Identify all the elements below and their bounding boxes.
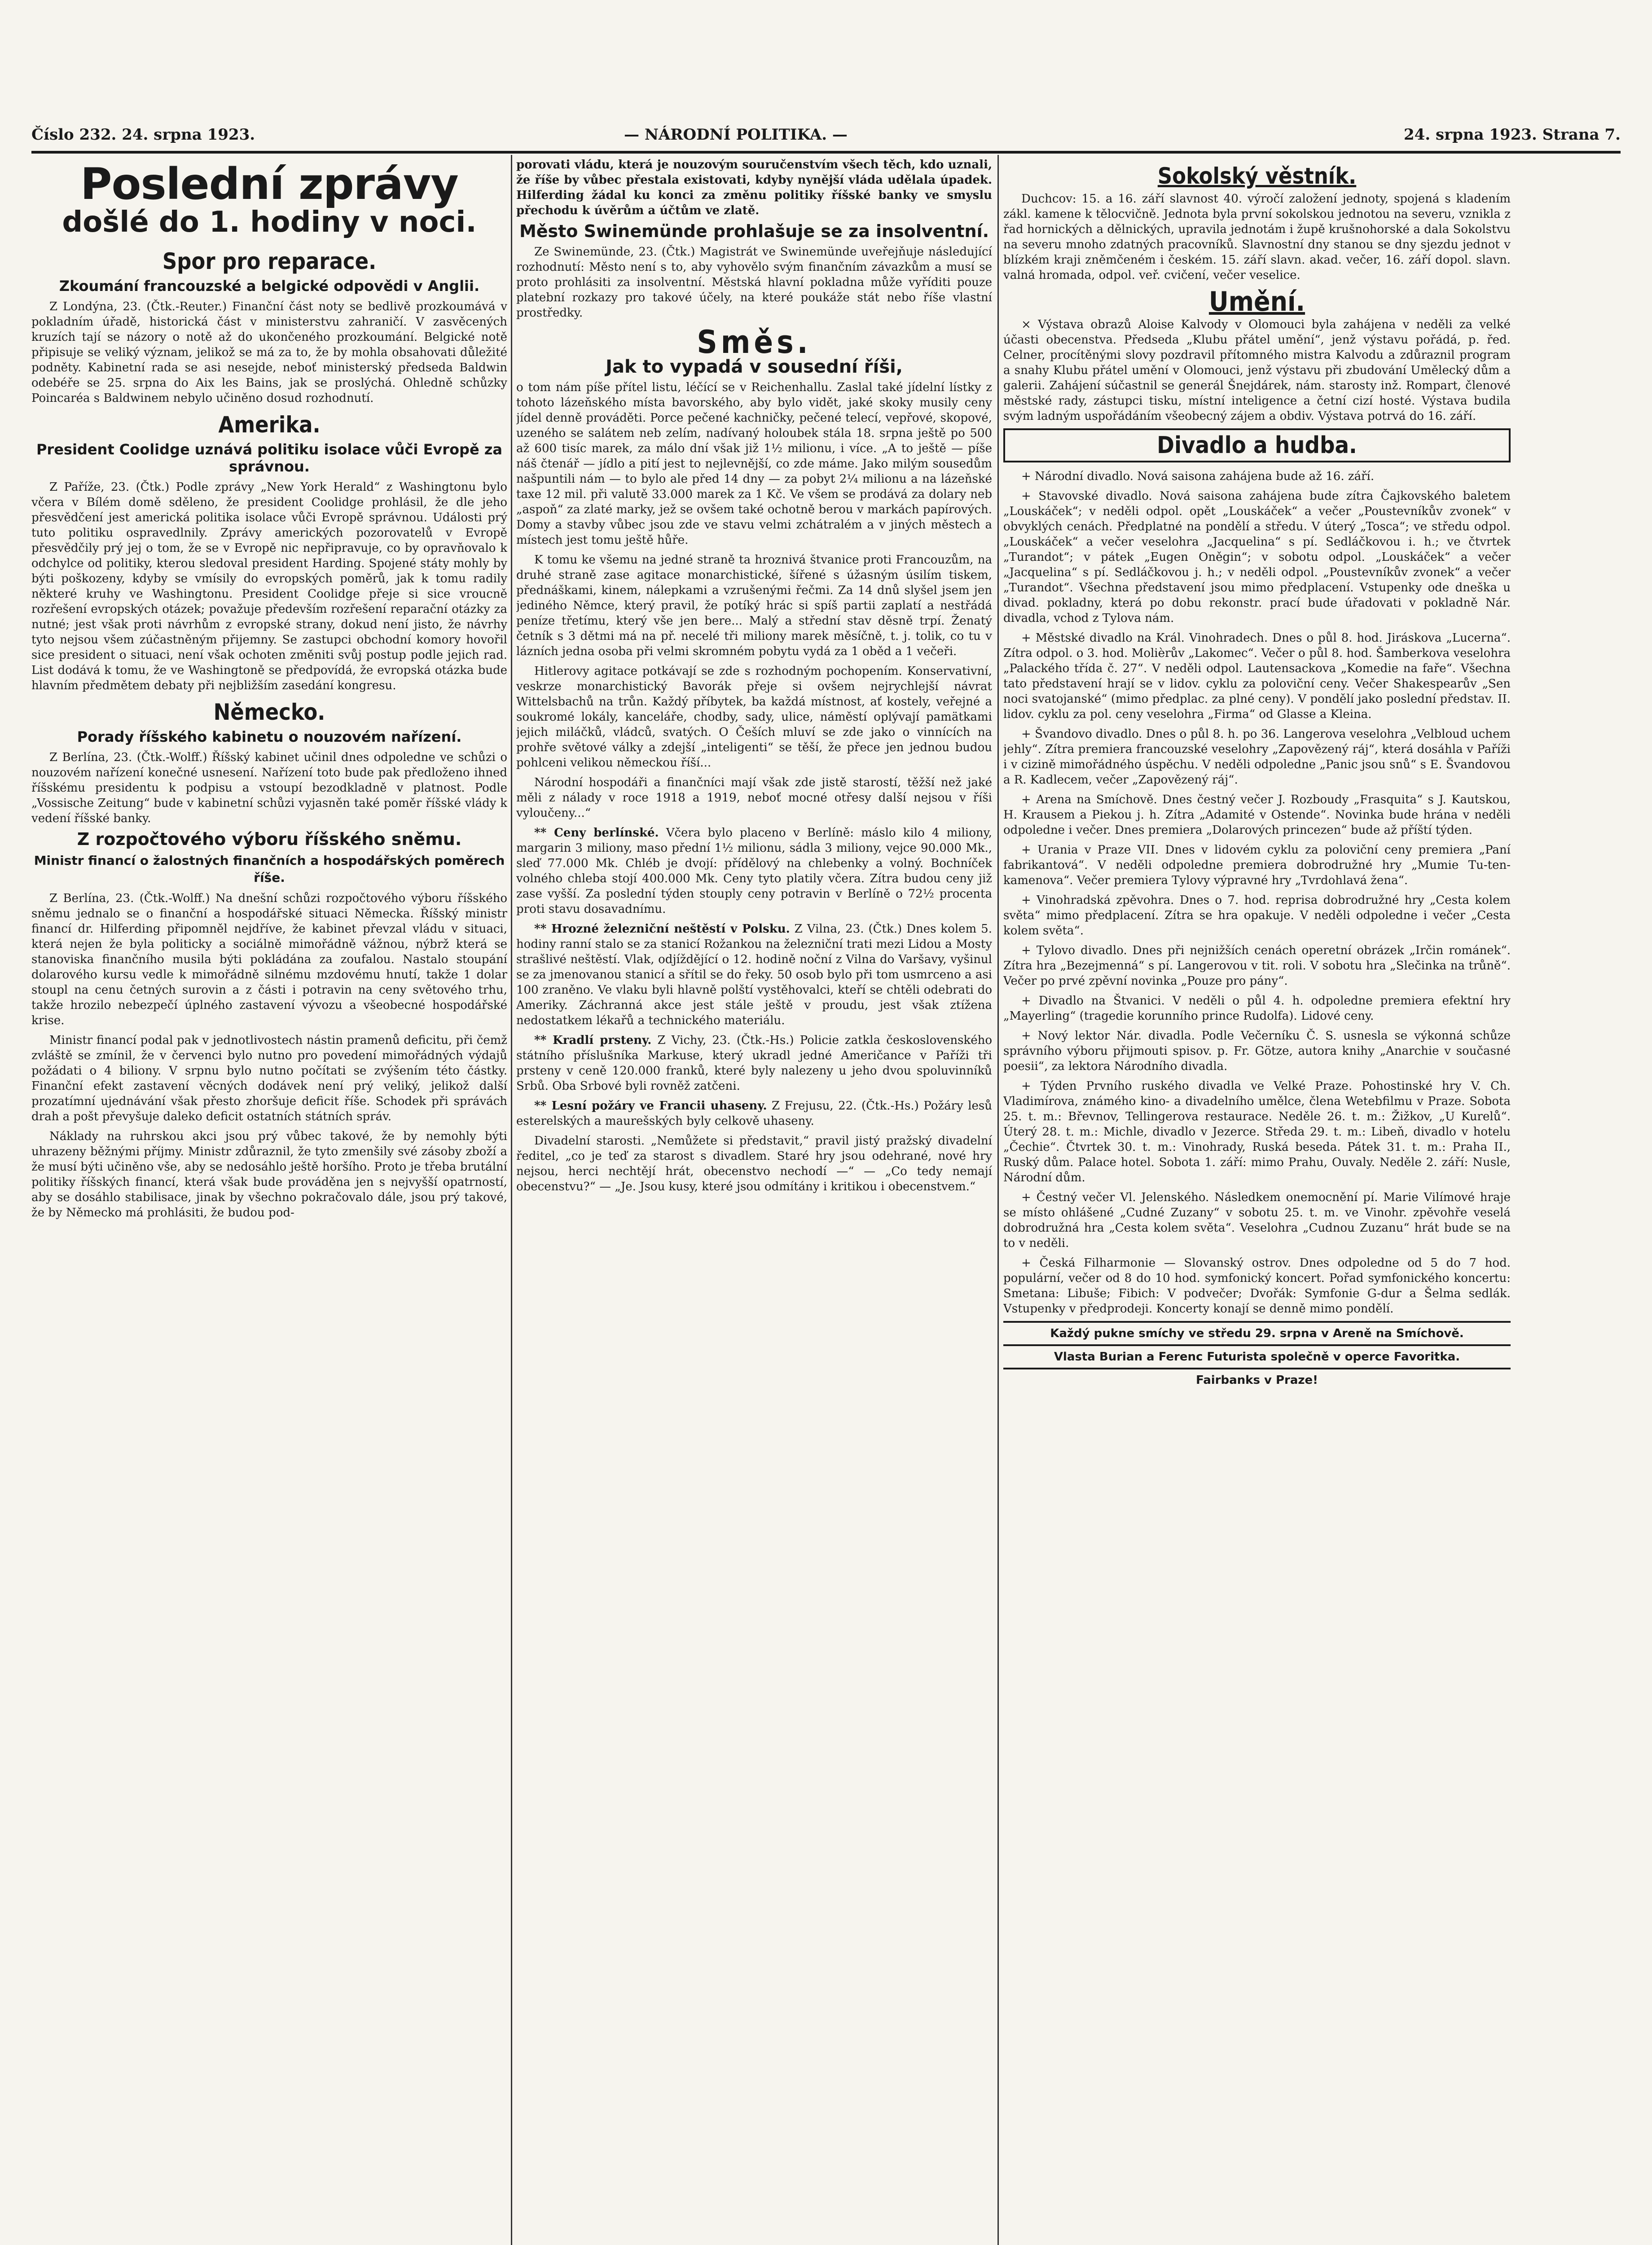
main-subheadline: došlé do 1. hodiny v noci.	[62, 206, 477, 239]
article-paragraph: Z Berlína, 23. (Čtk.-Wolff.) Říšský kabinet učinil dnes odpoledne ve schůzi o nouzovém nařízení konečné usnesení. Nařízení toto bude pak předloženo ihned říšskému presidentu k podpisu a vstoupí bezodkladně v platnost. Podle „Vossische Zeitung“ bude v kabinetní schůzi vyjasněn také poměr říšské vlády k vedení říšské banky.	[31, 751, 507, 825]
article-paragraph: K tomu ke všemu na jedné straně ta hroznivá štvanice proti Francouzům, na druhé straně zase agitace monarchistické, šířené s úžasným úsilím tiskem, přednáškami, kinem, nálepkami a vzrušenými řečmi. Za 14 dnů slyšel jsem jen jediného Němce, který pravil, že potíký hrác si spíš partii zaplatí a nestřádá peníze třetímu, který vše jen bere... Malý a střední stav děsně trpí. Ženatý četník s 3 dětmi má na př. necelé tři miliony marek měsíčně, t. j. tolik, co tu v lázních jedna osoba při velmi skromném pobytu vydá za 1 oběd a 1 večeři.	[516, 553, 992, 658]
running-header	[31, 126, 1621, 148]
article-paragraph: Z Paříže, 23. (Čtk.) Podle zprávy „New York Herald“ z Washingtonu bylo včera v Bílém domě sděleno, že president Coolidge prohlásil, že dle jeho přesvědčení jest americká politika isolace vůči Evropě správnou. Události prý tuto politiku ospravedlnily. Zprávy amerických pozorovatelů v Evropě přesvědčily prý jej o tom, že se v Evropě nic nepřipravuje, co by opravňovalo k odchylce od politiky, kterou sledoval president Harding. Spojené státy mohly by býti poškozeny, kdyby se vmísily do evropských poměrů, jak k tomu radily některé kruhy ve Washingtonu. President Coolidge přeje si sice vroucně rozřešení evropských otázek; považuje především rozřešení reparační otázky za nutné; jest však proti návrhům z evropské strany, dokud není jisto, že návrhy tyto nejsou všem zúčastněným přijemny. Se zastupci obchodní komory hovořil sice president o situaci, není však ochoten změniti svůj postup podle jejich rad. List dodává k tomu, že ve Washingtoně se předpovídá, že evropská otázka bude hlavním předmětem debaty při nejbližším zasedání kongresu.	[31, 480, 507, 692]
theatre-item: + Týden Prvního ruského divadla ve Velké Praze. Pohostinské hry V. Ch. Vladimírova, známého kino- a divadelního umělce, člena Wetebfilmu v Praze. Sobota 25. t. m.: Břevnov, Tellingerova restaurace. Neděle 26. t. m.: Žižkov, „U Kurelů“. Úterý 28. t. m.: Michle, divadlo v Jezerce. Středa 29. t. m.: Libeň, divadlo v hotelu „Čechie“. Čtvrtek 30. t. m.: Vinohrady, Ruská beseda. Pátek 31. t. m.: Praha II., Ruský dům. Palace hotel. Sobota 1. září: mimo Prahu, Ouvaly. Neděle 2. září: Nusle, Národní dům.	[1003, 1079, 1511, 1184]
section-heading: Z rozpočtového výboru říšského sněmu.	[77, 829, 462, 849]
theatre-item: + Divadlo na Štvanici. V neděli o půl 4. h. odpoledne premiera efektní hry „Mayerling“ (tragedie korunního prince Rudolfa). Lidové ceny.	[1003, 994, 1511, 1023]
article-paragraph: Z Londýna, 23. (Čtk.-Reuter.) Finanční část noty se bedlivě prozkoumává v pokladním úřadě, historická část v ministerstvu zahraničí. V zasvěcených kruzích tají se názory o notě až do ukončeného prozkoumání. Belgické notě připisuje se veliký význam, jelikož se má za to, že by mohla obsahovati důležité podněty. Kabinetní rada se asi nesejde, neboť ministerský předseda Baldwin odebéře se 25. srpna do Aix les Bains, jak se proslýchá. Ohledně schůzky Poincaréa s Baldwinem nebylo učiněno dosud rozhodnutí.	[31, 300, 507, 405]
news-item-text: Včera bylo placeno v Berlíně: máslo kilo 4 miliony, margarin 3 miliony, maso přední 1½ milionu, sádla 3 miliony, vejce 90.000 Mk., sleď 77.000 Mk. Chléb je dvojí: přídělový na chlebenky a volný. Bochníček volného chleba stojí 400.000 Mk. Ceny tyto platily včera. Zítra budou ceny již zase vyšší. Za poslední týden stouply ceny potravin v Berlíně o 72½ procenta proti stavu dosavadnímu.	[516, 826, 992, 916]
news-item	[516, 1098, 992, 1129]
news-item	[516, 1033, 992, 1094]
section-heading: Směs.	[697, 324, 812, 361]
section-subheading: President Coolidge uznává politiku isolace vůči Evropě za správnou.	[36, 441, 503, 475]
column-divider	[511, 155, 512, 2245]
theatre-item: + Stavovské divadlo. Nová saisona zahájena bude zítra Čajkovského baletem „Louskáček“; v neděli odpol. opět „Louskáček“ a večer „Poustevníkův zvonek“ v obvyklých cenách. Předplatné na pondělí a středu. V úterý „Tosca“; ve středu odpol. „Louskáček“ a večer veselohra „Jacquelina“ s pí. Sedláčkovou i. h.; ve čtvrtek „Turandot“; v pátek „Eugen Oněgin“; v sobotu odpol. „Louskáček“ a večer „Jacquelina“ s pí. Sedláčkovou j. h.; v neděli odpol. „Poustevníkův zvonek“ a večer „Turandot“. Všechna představení jsou mimo předplacení. Vstupenky ode dneška u divad. pokladny, která po dobu rekonstr. prací bude úřadovati v pokladně Nár. divadla, vchod z Tylova nám.	[1003, 489, 1511, 625]
section-heading: Divadlo a hudba.	[1003, 428, 1511, 462]
column-1	[31, 157, 507, 2245]
column-3	[1003, 157, 1511, 2245]
article-paragraph: porovati vládu, která je nouzovým souručenstvím všech těch, kdo uznali, že říše by vůbec přestala existovati, kdyby nynější vláda udělala úpadek. Hilferding žádal ku konci za změnu politiky říšské banky ve smyslu přechodu k úvěrům a účtům ve zlatě.	[516, 158, 992, 217]
section-subheading: Zkoumání francouzské a belgické odpovědi v Anglii.	[59, 277, 480, 295]
advertisement: Fairbanks v Praze!	[1003, 1368, 1511, 1387]
theatre-item: + Národní divadlo. Nová saisona zahájena bude až 16. září.	[1021, 470, 1375, 483]
main-headline: Poslední zprávy	[80, 159, 458, 209]
advertisement: Každý pukne smíchy ve středu 29. srpna v Areně na Smíchově.	[1003, 1321, 1511, 1341]
theatre-item: + Česká Filharmonie — Slovanský ostrov. Dnes odpoledne od 5 do 7 hod. populární, večer od 8 do 10 hod. symfonický koncert. Pořad symfonického koncertu: Smetana: Libuše; Fibich: V podvečer; Dvořák: Symfonie G-dur a Šelma sedlák. Vstupenky v předprodeji. Koncerty konají se denně mimo pondělí.	[1003, 1256, 1511, 1316]
section-subheading: Porady říšského kabinetu o nouzovém nařízení.	[77, 728, 462, 745]
issue-number: Číslo 232. 24. srpna 1923.	[31, 126, 255, 144]
theatre-item: + Arena na Smíchově. Dnes čestný večer J. Rozboudy „Frasquita“ s J. Kautskou, H. Krausem a Piekou j. h. Zítra „Adamité v Ostende“. Novinka bude hrána v neděli odpoledne i večer. Dnes premiera „Dolarových princezen“ bude až příští týden.	[1003, 793, 1511, 837]
news-item-text: Z Vichy, 23. (Čtk.-Hs.) Policie zatkla československého státního příslušníka Markuse, který ukradl jedné Američance v Paříži tři prsteny v ceně 120.000 franků, které byly nalezeny u jeho dvou spoluvinníků Srbů. Oba Srbové byli rovněž zatčeni.	[516, 1034, 992, 1093]
news-item-title: ** Hrozné železniční neštěstí v Polsku.	[534, 922, 790, 936]
theatre-item: + Čestný večer Vl. Jelenského. Následkem onemocnění pí. Marie Vilímové hraje se místo ohlášené „Cudné Zuzany“ v sobotu 25. t. m. ve Vinohr. zpěvohře veselá dobrodružná hra „Cesta kolem světa“. Veselohra „Cudnou Zuzanu“ hrát bude se na to v neděli.	[1003, 1191, 1511, 1250]
news-item	[516, 921, 992, 1028]
article-paragraph: Ministr financí podal pak v jednotlivostech nástin pramenů deficitu, při čemž zvláště se zmínil, že v červenci bylo nutno pro povedení mimořádných výdajů požádati o 4 biliony. V srpnu bylo nutno počítati se zvýšením této částky. Finanční efekt zastavení věcných dodávek není prý veliký, jelikož další prozatímní ujednávání však přesto zhoršuje deficit říše. Schodek při správách drah a pošt převyšuje daleko deficit ostatních státních správ.	[31, 1034, 507, 1123]
article-paragraph: Hitlerovy agitace potkávají se zde s rozhodným pochopením. Konservativní, veskrze monarchistický Bavorák přeje si ovšem nejrychlejší návrat Wittelsbachů na trůn. Každý příbytek, ba každá místnost, ať kostely, veřejné a soukromé lokály, kanceláře, chodby, sady, ulice, náměstí oplývají pamätkami jejich miláčků, vládců, svatých. O Češích mluví se zde jako o vinnících na prohře světové války a zdejší „inteligenti“ se těší, že přece jen jednou budou pohlceni velikou německou říší...	[516, 665, 992, 770]
section-heading: Německo.	[213, 699, 325, 725]
news-item-title: ** Lesní požáry ve Francii uhaseny.	[534, 1099, 767, 1113]
theatre-item: + Městské divadlo na Král. Vinohradech. Dnes o půl 8. hod. Jiráskova „Lucerna“. Zítra odpol. o 3. hod. Molièrův „Lakomec“. Večer o půl 8. hod. Šamberkova veselohra „Palackého třída č. 27“. V neděli odpol. Lautensackova „Komedie na faře“. Všechna tato představení hrají se v lidov. cyklu za poloviční ceny. Večer Shakespearův „Sen noci svatojanské“ (mimo předplac. za plné ceny). V pondělí jako poslední představ. II. lidov. cyklu za pol. ceny veselohra „Firma“ od Glasse a Kleina.	[1003, 631, 1511, 721]
column-2	[516, 157, 992, 2245]
theatre-item: + Nový lektor Nár. divadla. Podle Večerníku Č. S. usnesla se výkonná schůze správního výboru přijmouti spisov. p. Fr. Götze, autora knihy „Anarchie v současné poesii“, za lektora Národního divadla.	[1003, 1029, 1511, 1073]
news-item: Divadelní starosti. „Nemůžete si představit,“ pravil jistý pražský divadelní ředitel, „co je teď za starost s divadlem. Staré hry jsou odehrané, nové hry nejsou, herci nechtějí hrát, obecenstvo nechodí —“ — „Co tedy nemají obecenstvu?“ — „Je. Jsou kusy, které jsou odmítány i kritikou i obecenstvem.“	[516, 1134, 992, 1193]
section-subheading: Jak to vypadá v sousední říši,	[606, 357, 903, 377]
section-heading: Město Swinemünde prohlašuje se za insolventní.	[519, 221, 989, 241]
news-item-text: Z Frejusu, 22. (Čtk.-Hs.) Požáry lesů esterelských a maurešských byly celkově uhaseny.	[516, 1099, 992, 1128]
article-paragraph: o tom nám píše přítel listu, léčící se v Reichenhallu. Zaslal také jídelní lístky z tohoto lázeňského místa bavorského, aby bylo vidět, jaké skoky musily ceny jídel denně prováděti. Porce pečené kachničky, pečené telecí, vepřové, skopové, uzeného se salátem neb zelím, nadívaný holoubek stála 18. srpna ještě po 500 až 600 tisíc marek, za málo dní však již 1½ milionu, i více. „A to ještě — píše náš čtenář — jídlo a pití jest to nejlevnější, co zde máme. Jako milým sousedům našpuntili nám — to bylo ale před 14 dny — za pobyt 2¼ milionu a na lázeňské taxe 12 mil. při valutě 33.000 marek za 1 Kč. Ve všem se prodává za dolary neb „aspoň“ za zlaté marky, jež se ovšem také ochotně berou v markách papírových. Domy a stavby vůbec jsou zde ve stavu velmi zchátralém a v jiných městech a místech jest tomu ještě hůře.	[516, 381, 992, 547]
section-heading: Sokolský věstník.	[1157, 163, 1357, 189]
theatre-item: + Urania v Praze VII. Dnes v lidovém cyklu za poloviční ceny premiera „Paní fabrikantová“. V neděli odpoledne premiera dobrodružné hry „Mumie Tu-ten-kamenova“. Večer premiera Tylovy výpravné hry „Tvrdohlavá žena“.	[1003, 843, 1511, 887]
date-page: 24. srpna 1923. Strana 7.	[1404, 126, 1621, 144]
news-item-title: ** Ceny berlínské.	[534, 826, 659, 840]
section-heading: Spor pro reparace.	[162, 248, 377, 274]
section-heading: Amerika.	[218, 412, 321, 438]
article-paragraph: Duchcov: 15. a 16. září slavnost 40. výročí založení jednoty, spojená s kladením zákl. kamene k tělocvičně. Jednota byla první sokolskou jednotou na severu, vznikla z řad hornických a dělnických, upravila jednotám i župě krušnohorské a dala Sokolstvu na severu mnoho zdatných pracovníků. Slavnostní dny stanou se dny sjezdu jednot v blízkém kraji zněmčeném i českém. 15. září slavn. akad. večer, 16. září dopol. slavn. valná hromada, odpol. veř. cvičení, večer veselice.	[1003, 192, 1511, 282]
paper-title: — NÁRODNÍ POLITIKA. —	[624, 126, 848, 144]
section-subheading: Ministr financí o žalostných finančních a hospodářských poměrech říše.	[34, 853, 505, 885]
article-paragraph: Národní hospodáři a finančníci mají však zde jistě starostí, těžší než jaké měli z nálady v roce 1918 a 1919, neboť mocné otřesy další nejsou v říši vyloučeny...“	[516, 776, 992, 820]
theatre-item: + Vinohradská zpěvohra. Dnes o 7. hod. reprisa dobrodružné hry „Cesta kolem světa“ mimo předplacení. Zítra se hra opakuje. V neděli odpoledne i večer „Cesta kolem světa“.	[1003, 894, 1511, 938]
theatre-item: + Švandovo divadlo. Dnes o půl 8. h. po 36. Langerova veselohra „Velbloud uchem jehly“. Zítra premiera francouzské veselohry „Zapovězený ráj“, která dosáhla v Paříži i v cizině mimořádného úspěchu. V neděli odpoledne „Panic jsou snů“ s E. Švandovou a R. Kadlecem, večer „Zapovězený ráj“.	[1003, 727, 1511, 787]
theatre-item: + Tylovo divadlo. Dnes při nejnižších cenách operetní obrázek „Irčin románek“. Zítra hra „Bezejmenná“ s pí. Langerovou v tit. roli. V sobotu hra „Slečinka na trůně“. Večer po prvé zpěvní novinka „Pouze pro pány“.	[1003, 944, 1511, 988]
article-paragraph: Z Berlína, 23. (Čtk.-Wolff.) Na dnešní schůzi rozpočtového výboru říšského sněmu jednalo se o finanční a hospodářské situaci Německa. Říšský ministr financí dr. Hilferding připomněl nejdříve, že kabinet převzal vládu v situaci, která nejen že byla politicky a sociálně mimořádně vážnou, nýbrž která se stanoviska finančního musila býti pokládána za zoufalou. Nastalo stoupání dolarového kursu vedle k mimořádně silnému mzdovému hnutí, takže 1 dolar stoupl na cenu četných surovin a z části i potravin na ceny světového trhu, takže hrozilo nebezpečí úplného zastavení vývozu a všeobecné hospodářské krise.	[31, 892, 507, 1027]
article-paragraph: Náklady na ruhrskou akci jsou prý vůbec takové, že by nemohly býti uhrazeny běžnými příjmy. Ministr zdůraznil, že tyto zmenšily své zásoby zboží a že musí býti učiněno vše, aby se nedosáhlo ještě horšího. Proto je třeba brutální politiky říšských financí, která však bude prováděna jen s nejvyšší opatrností, aby se dosáhlo stabilisace, jinak by všechno pokračovalo dále, jsou prý takové, že by Německo má prohlásiti, že budou pod-	[31, 1130, 507, 1219]
section-heading: Umění.	[1208, 286, 1305, 317]
advertisement: Vlasta Burian a Ferenc Futurista společně v operce Favoritka.	[1003, 1344, 1511, 1364]
article-paragraph: Ze Swinemünde, 23. (Čtk.) Magistrát ve Swinemünde uveřejňuje následující rozhodnutí: Město není s to, aby vyhovělo svým finančním závazkům a musí se proto prohlásiti za insolventní. Městská hlavní pokladna může vyříditi pouze platební rozkazy pro takové účely, na které poukáže stát nebo říše vlastní prostředky.	[516, 245, 992, 320]
column-divider	[997, 155, 999, 2245]
news-item-title: ** Kradlí prsteny.	[534, 1034, 652, 1047]
news-item	[516, 825, 992, 917]
header-rule	[31, 151, 1621, 154]
news-item-text: Z Vilna, 23. (Čtk.) Dnes kolem 5. hodiny ranní stalo se za stanicí Rožankou na železniční trati mezi Lidou a Mosty strašlivé neštěstí. Vlak, odjíždějící o 12. hodině noční z Vilna do Varšavy, vyšinul se za jmenovanou stanicí a sřítil se do řeky. 50 osob bylo při tom usmrceno a asi 100 zraněno. Ve vlaku byli hlavně polští vystěhovalci, kteří se chtěli odebrati do Ameriky. Záchranná akce jest stále ještě v proudu, jest však ztížena nedostatkem lékařů a technického materiálu.	[516, 922, 992, 1027]
article-paragraph: × Výstava obrazů Aloise Kalvody v Olomouci byla zahájena v neděli za velké účasti obecenstva. Předseda „Klubu přátel umění“, jenž výstavu pořádá, p. řed. Celner, procítěnými slovy pozdravil přítomného mistra Kalvodu a zdůraznil program a snahy Klubu přátel umění v Olomouci, jenž výstavu při zbudování Umělecký dům a galerii. Zahájení súčastnil se generál Šnejdárek, nám. starosty inž. Rompart, členové městské rady, zástupci tisku, místní inteligence a četní cizí hosté. Výstava budila svým ladným uspořádáním všeobecný zájem a obdiv. Výstava potrvá do 16. září.	[1003, 318, 1511, 423]
